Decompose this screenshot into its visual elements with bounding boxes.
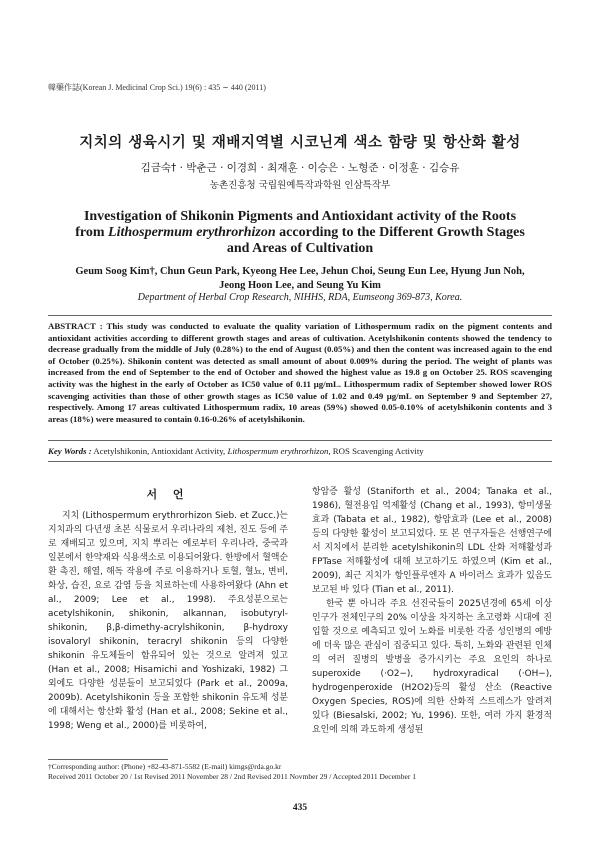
keywords-label: Key Words :: [48, 446, 92, 456]
corresponding-author: †Corresponding author: (Phone) +82-43-871-5582 (E-mail) kimgs@rda.go.kr: [48, 762, 282, 771]
korean-affiliation: 농촌진흥청 국립원예특작과학원 인삼특작부: [209, 180, 391, 191]
keywords-text: Acetylshikonin, Antioxidant Activity,: [91, 446, 228, 456]
english-title-line-3: and Areas of Cultivation: [226, 241, 374, 256]
title-species: Lithospermum erythrorhizon: [108, 225, 276, 240]
received-dates: Received 2011 October 20 / 1st Revised 2011 November 28 / 2nd Revised 2011 Novmber 29 / Accepted 2011 December 1: [48, 772, 416, 781]
korean-title: 지치의 생육시기 및 재배지역별 시코닌계 색소 함량 및 항산화 활성: [79, 135, 521, 151]
footnote: [48, 762, 416, 782]
footnote-rule: [48, 759, 168, 760]
journal-citation: 韓藥作誌(Korean J. Medicinal Crop Sci.) 19(6) : 435 ∼ 440 (2011): [48, 83, 266, 92]
korean-authors: 김금숙† · 박춘근 · 이경희 · 최재훈 · 이승은 · 노형준 · 이정훈 · 김승유: [140, 162, 460, 174]
english-authors: [50, 265, 550, 293]
section-heading-introduction: 서 언: [146, 488, 190, 501]
abstract-bottom-rule: [48, 440, 552, 441]
title-prefix: from: [75, 225, 109, 240]
body-paragraph: 지치 (Lithospermum erythrorhizon Sieb. et Zucc.)는 지치과의 다년생 초본 식물로서 우리나라의 제천, 진도 등에 주로 재배되고 있으며, 지치 뿌리는 예로부터 우리나라, 중국과 일본에서 한약재와 식용색소로 이용되어왔다. 한방에서 혈액순환 촉진, 해열, 해독 작용에 주로 이용하거나 토혈, 혈뇨, 변비, 화상, 습진, 요로 감염 등을 치료하는데 사용하여왔다 (Ahn et al., 2009; Lee et al., 1998). 주요성분으로는 acetylshikonin, shikonin, alkannan, isobutyryl-shikonin, β,β-dimethy-acrylshikonin, β-hydroxy isovaloryl shikonin, teracryl shikonin 등의 다양한 shikonin 유도체들이 함유되어 있는 것으로 알려져 있고 (Han et al., 2008; Hisamichi and Yoshizaki, 1982) 그 외에도 다양한 성분들이 보고되었다 (Park et al., 2009a, 2009b). Acetylshikonin 등을 포함한 shikonin 유도체 성분에 대해서는 항산화 활성 (Han et al., 2008; Sekine et al., 1998; Weng et al., 2000)를 비롯하여,: [48, 511, 288, 731]
body-right-column: [312, 485, 552, 737]
abstract: ABSTRACT : This study was conducted to evaluate the quality variation of Lithospermum radix on the pigment contents and antioxidant activities according to different growth stages and areas of cultivation. Acetylshikonin contents showed the tendency to decrease gradually from the middle of July (0.28%) to the end of August (0.05%) and then the content was increased again to the end of October (0.25%). Shikonin content was detected as small amount of about 0.009% during the period. The weight of plants was increased from the end of September to the end of October and showed the highest value as 19.8 g on October 25. ROS scavenging activity was the highest in the early of October as IC50 value of 0.11 μg/mL. Lithospermum radix of September showed lower ROS scavenging activities than those of other growth stages as IC50 value of 1.02 and 0.49 μg/mL on September 9 and September 27, respectively. Among 17 areas cultivated Lithospermum radix, 10 areas (59%) showed 0.05-0.10% of acetylshikonin contents and 3 areas (18%) were measured to contain 0.16-0.26% of acetylshikonin.: [48, 321, 552, 424]
english-affiliation: Department of Herbal Crop Research, NIHHS, RDA, Eumseong 369-873, Korea.: [137, 292, 463, 303]
body-paragraph: 항암증 활성 (Staniforth et al., 2004; Tanaka et al., 1986), 혈전용입 억제활성 (Chang et al., 1993), 항미생물 효과 (Tabata et al., 1982), 항암효과 (Lee et al., 2008) 등의 다양한 활성이 보고되었다. 또 본 연구자들은 선행연구에서 지치에서 분리한 acetylshikonin의 LDL 산화 저해활성과 FPTase 저해활성에 대해 보고하기도 하였으며 (Kim et al., 2009), 최근 지치가 항인플루엔자 A 바이러스 효과가 있음도 보고된 바 있다 (Tian et al., 2011).: [312, 487, 552, 595]
keywords-bottom-rule: [48, 461, 552, 462]
english-authors-line-1: Geum Soog Kim†, Chun Geun Park, Kyeong Hee Lee, Jehun Choi, Seung Eun Lee, Hyung Jun Noh,: [75, 266, 525, 277]
english-authors-line-2: Jeong Hoon Lee, and Seung Yu Kim: [219, 280, 381, 291]
title-suffix: according to the Different Growth Stages: [275, 225, 525, 240]
body-left-column: [48, 509, 288, 733]
keywords: [48, 446, 552, 457]
english-title: [50, 209, 550, 257]
english-title-line-1: Investigation of Shikonin Pigments and Antioxidant activity of the Roots: [83, 209, 517, 224]
abstract-top-rule: [48, 315, 552, 316]
body-paragraph: 한국 뿐 아니라 주요 선진국들이 2025년경에 65세 이상 인구가 전체인구의 20% 이상을 차지하는 초고령화 시대에 진입할 것으로 예측되고 있어 노화를 비롯한 각종 성인병의 예방에 더욱 많은 관심이 집중되고 있다. 특히, 노화와 관련된 인체의 여러 질병의 발병을 증가시키는 주요 요인의 하나로 superoxide (·O2−), hydroxyradical (·OH−), hydrogenperoxide (H2O2)등의 활성 산소 (Reactive Oxygen Species, ROS)에 의한 산화적 스트레스가 알려져 있다 (Biesalski, 2002; Yu, 1996). 또한, 여러 가지 환경적 요인에 의해 과도하게 생성된: [312, 599, 552, 735]
keywords-text-end: ROS Scavenging Activity: [330, 446, 424, 456]
english-title-line-2: [50, 225, 550, 241]
page-number: 435: [292, 803, 308, 813]
keywords-species: Lithospermum erythrorhizon,: [227, 446, 331, 456]
